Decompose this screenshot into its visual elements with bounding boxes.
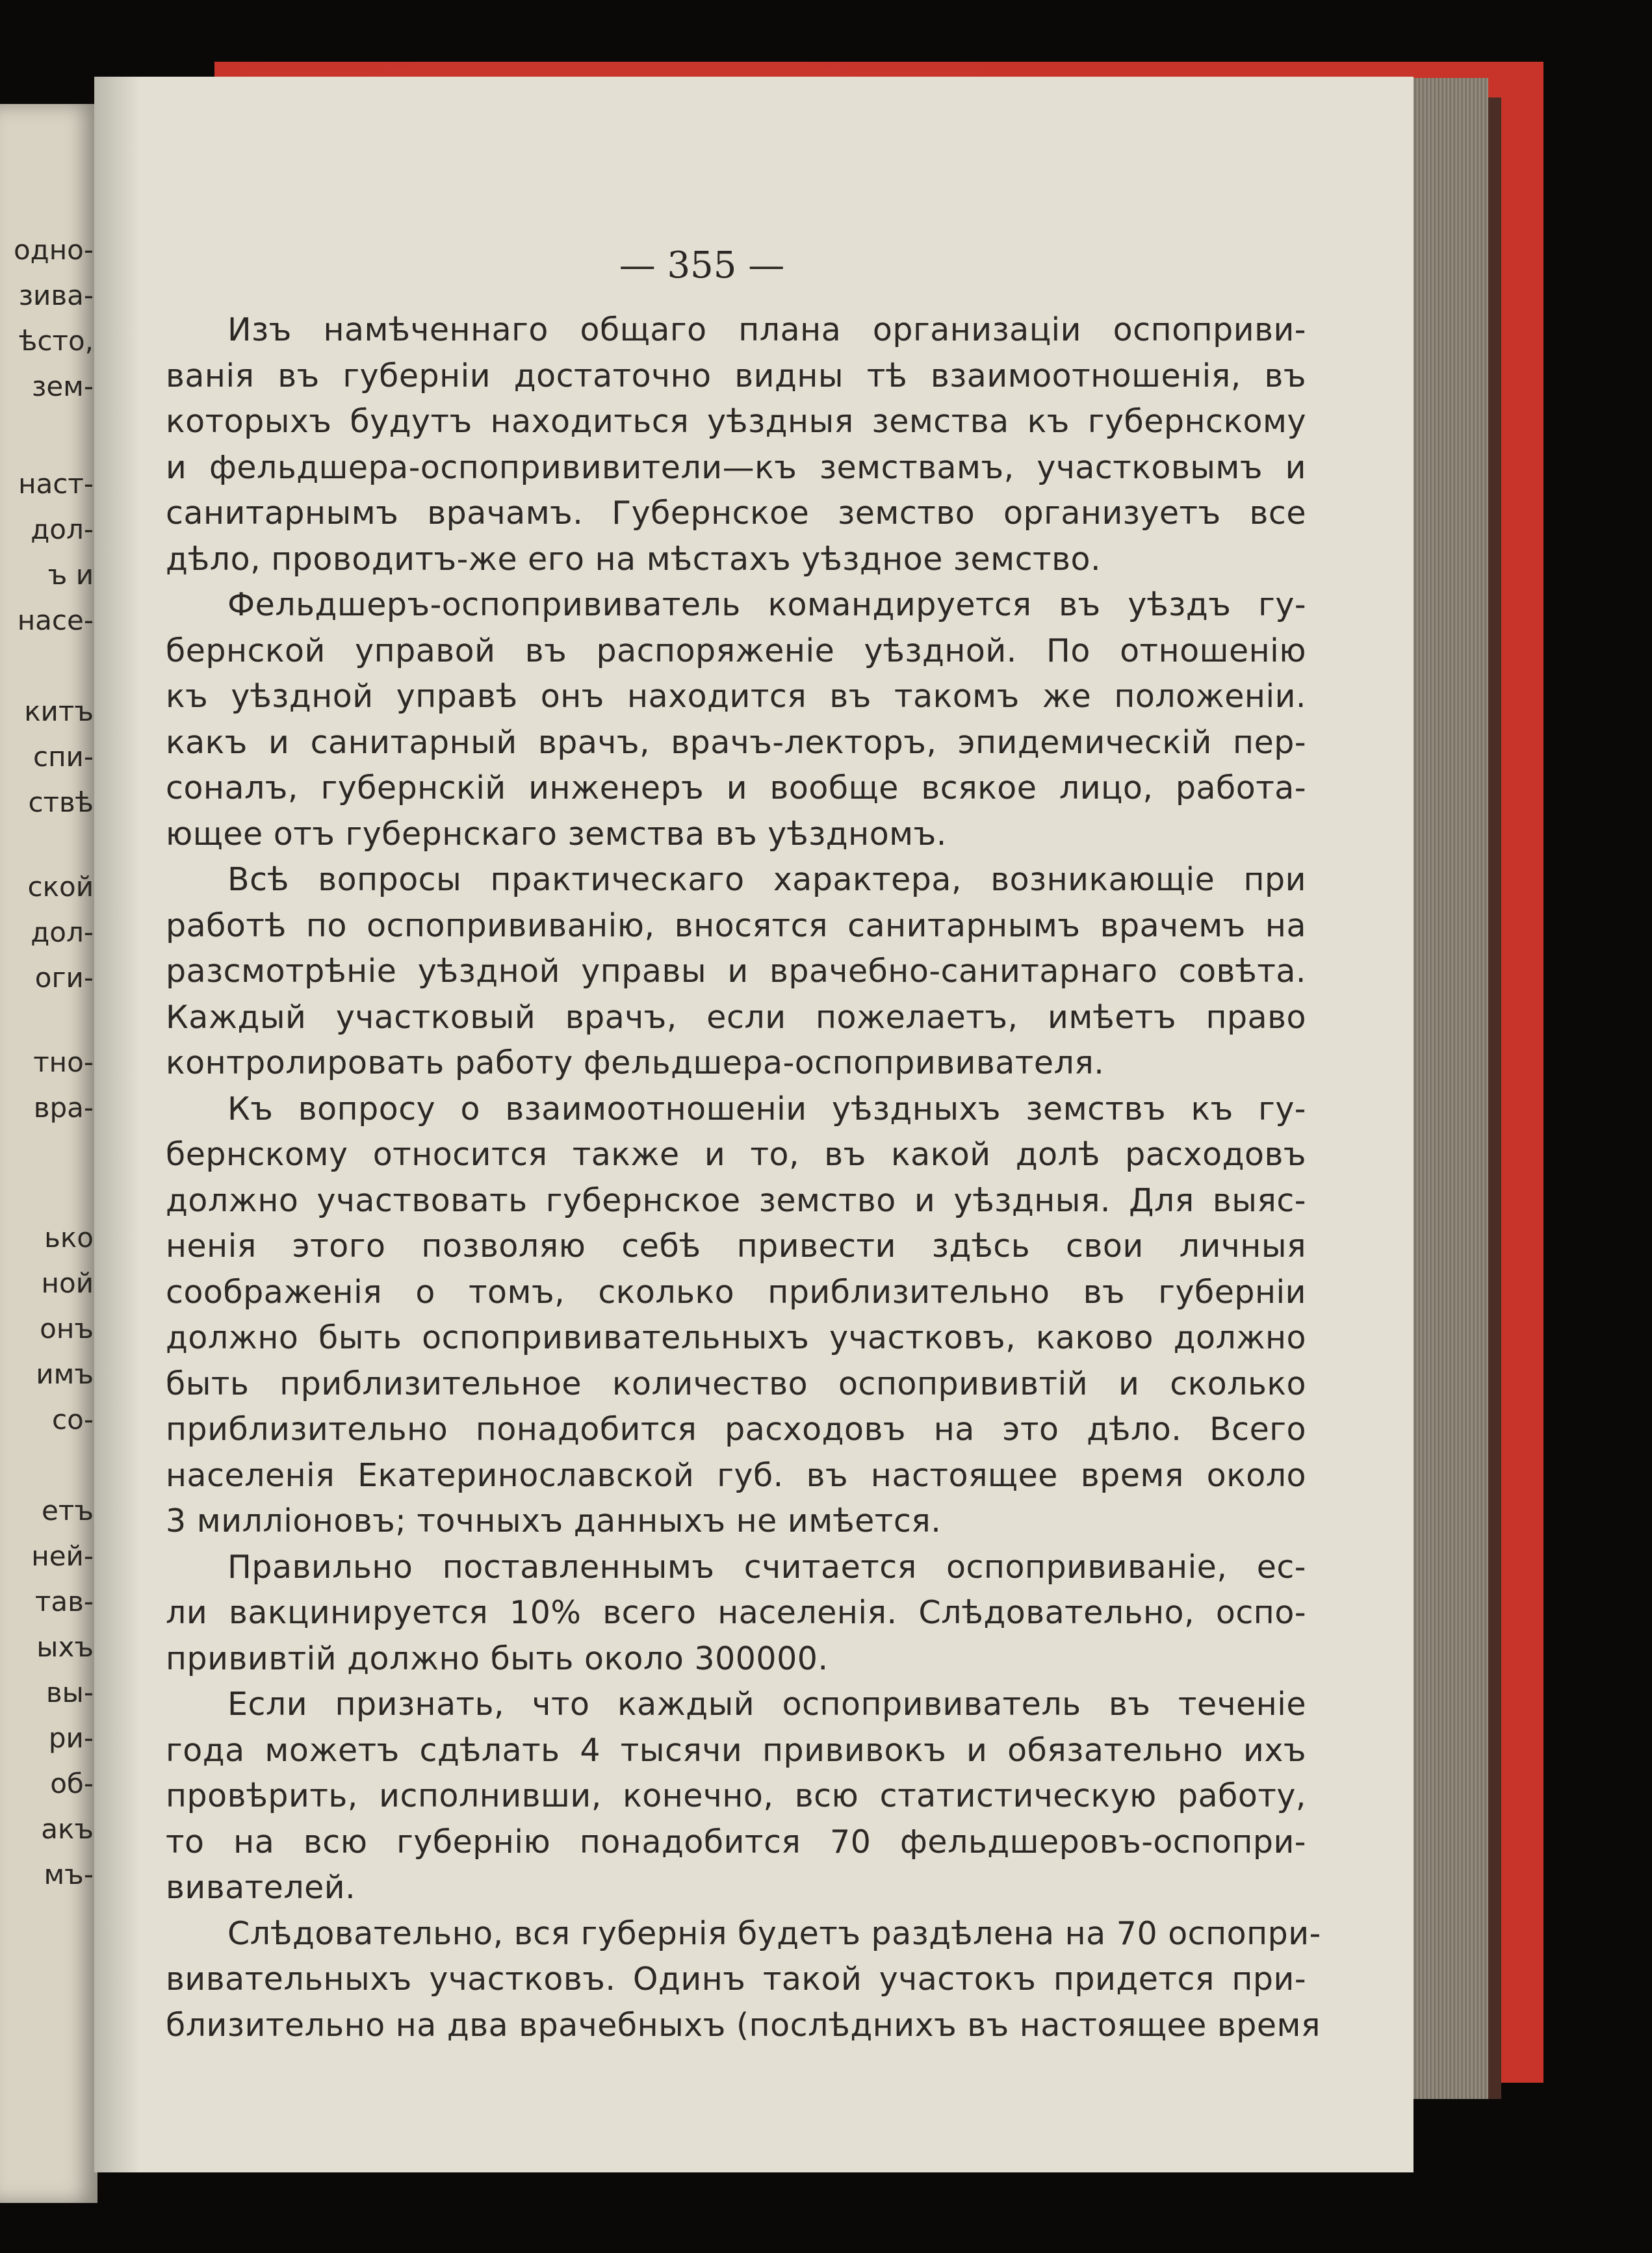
text-line: быть приблизительное количество оспопрививтій и сколько (166, 1365, 1306, 1402)
text-line: ющее отъ губернскаго земства въ уѣздномъ. (166, 815, 947, 853)
left-page-fragment: вра- (33, 1092, 94, 1124)
text-line: какъ и санитарный врачъ, врачъ-лекторъ, эпидемическій пер- (166, 723, 1306, 761)
left-page-fragment: етъ (42, 1495, 94, 1526)
page-number: — 355 — (619, 244, 785, 287)
left-page-fragment: об- (50, 1768, 94, 1799)
left-page-fragment: ыхъ (36, 1631, 94, 1663)
left-page-fragment: зива- (18, 279, 94, 311)
left-page-fragment: насе- (17, 604, 94, 636)
left-page-fragment: дол- (31, 916, 94, 948)
text-line: къ уѣздной управѣ онъ находится въ такомъ же положеніи. (166, 678, 1306, 715)
cover-edge (1488, 97, 1501, 2099)
left-page-fragment: наст- (18, 468, 94, 500)
text-line: ванія въ губерніи достаточно видны тѣ взаимоотношенія, въ (166, 357, 1306, 394)
text-line: Если признать, что каждый оспопрививатель въ теченіе (227, 1686, 1306, 1723)
page-edges (1404, 78, 1488, 2099)
left-page-fragment: акъ (41, 1813, 94, 1845)
left-facing-page (0, 104, 97, 2203)
text-line: то на всю губернію понадобится 70 фельдшеровъ-оспопри- (166, 1823, 1306, 1860)
left-page-fragment: зем- (31, 370, 94, 402)
text-line: вивательныхъ участковъ. Одинъ такой участокъ придется при- (166, 1961, 1306, 1998)
left-page-fragment: оги- (34, 962, 94, 994)
left-page-fragment: имъ (36, 1358, 94, 1390)
left-page-fragment: вы- (45, 1677, 94, 1708)
text-line: Правильно поставленнымъ считается оспопрививаніе, ес- (227, 1548, 1306, 1586)
text-line: санитарнымъ врачамъ. Губернское земство организуетъ все (166, 495, 1306, 532)
left-page-fragment: ной (41, 1267, 94, 1299)
text-line: приблизительно понадобится расходовъ на это дѣло. Всего (166, 1411, 1306, 1448)
left-page-fragment: онъ (40, 1313, 94, 1345)
text-line: которыхъ будутъ находиться уѣздныя земства къ губернскому (166, 403, 1306, 440)
text-line: бернской управой въ распоряженіе уѣздной. По отношенію (166, 632, 1306, 669)
left-page-fragment: тав- (34, 1586, 94, 1617)
text-line: Изъ намѣченнаго общаго плана организаціи оспоприви- (227, 311, 1306, 348)
left-page-fragment: ствѣ (28, 786, 94, 818)
text-line: бернскому относится также и то, въ какой долѣ расходовъ (166, 1136, 1306, 1173)
left-page-fragment: одно- (13, 234, 94, 266)
text-line: года можетъ сдѣлать 4 тысячи прививокъ и обязательно ихъ (166, 1731, 1306, 1769)
text-line: дѣло, проводитъ-же его на мѣстахъ уѣздное земство. (166, 540, 1102, 578)
book-page (94, 77, 1413, 2172)
text-line: Къ вопросу о взаимоотношеніи уѣздныхъ земствъ къ гу- (227, 1090, 1306, 1127)
text-line: Слѣдовательно, вся губернія будетъ раздѣлена на 70 оспопри- (227, 1914, 1321, 1952)
text-line: соображенія о томъ, сколько приблизительно въ губерніи (166, 1273, 1306, 1311)
left-page-fragment: ской (27, 871, 94, 903)
text-line: контролировать работу фельдшера-оспопрививателя. (166, 1044, 1105, 1081)
left-page-fragment: китъ (24, 695, 94, 727)
text-line: должно быть оспопрививательныхъ участковъ, каково должно (166, 1319, 1306, 1356)
left-page-fragment: ри- (48, 1722, 94, 1754)
text-line: должно участвовать губернское земство и уѣздныя. Для выяс- (166, 1181, 1306, 1219)
text-line: соналъ, губернскій инженеръ и вообще всякое лицо, работа- (166, 769, 1306, 806)
text-line: и фельдшера-оспопрививители—къ земствамъ, участковымъ и (166, 448, 1306, 486)
text-line: Фельдшеръ-оспопрививатель командируется въ уѣздъ гу- (227, 586, 1306, 623)
text-line: вивателей. (166, 1869, 356, 1906)
text-line: ненія этого позволяю себѣ привести здѣсь свои личныя (166, 1228, 1306, 1265)
left-page-fragment: мъ- (44, 1859, 94, 1890)
left-page-fragment: тно- (33, 1046, 94, 1078)
text-line: Каждый участковый врачъ, если пожелаетъ, имѣетъ право (166, 998, 1306, 1036)
text-line: близительно на два врачебныхъ (послѣднихъ въ настоящее время (166, 2006, 1321, 2044)
body-text (166, 307, 1321, 2048)
left-page-fragment: дол- (31, 513, 94, 545)
left-page-fragment: ъ и (47, 559, 94, 591)
text-line: работѣ по оспопрививанію, вносятся санитарнымъ врачемъ на (166, 907, 1306, 944)
text-line: населенія Екатеринославской губ. въ настоящее время около (166, 1456, 1306, 1494)
left-page-fragment: ько (44, 1222, 94, 1254)
text-line: разсмотрѣніе уѣздной управы и врачебно-санитарнаго совѣта. (166, 953, 1306, 990)
text-line: 3 милліоновъ; точныхъ данныхъ не имѣется. (166, 1502, 942, 1539)
left-page-fragment: ней- (31, 1540, 94, 1572)
text-line: провѣрить, исполнивши, конечно, всю статистическую работу, (166, 1777, 1306, 1814)
text-line: Всѣ вопросы практическаго характера, возникающіе при (227, 861, 1306, 898)
left-page-fragment: спи- (32, 741, 94, 773)
left-page-fragment: ѣсто, (19, 325, 94, 357)
text-line: прививтій должно быть около 300000. (166, 1640, 829, 1677)
text-line: ли вакцинируется 10% всего населенія. Слѣдовательно, оспо- (166, 1594, 1306, 1631)
left-page-fragment: со- (52, 1404, 94, 1435)
